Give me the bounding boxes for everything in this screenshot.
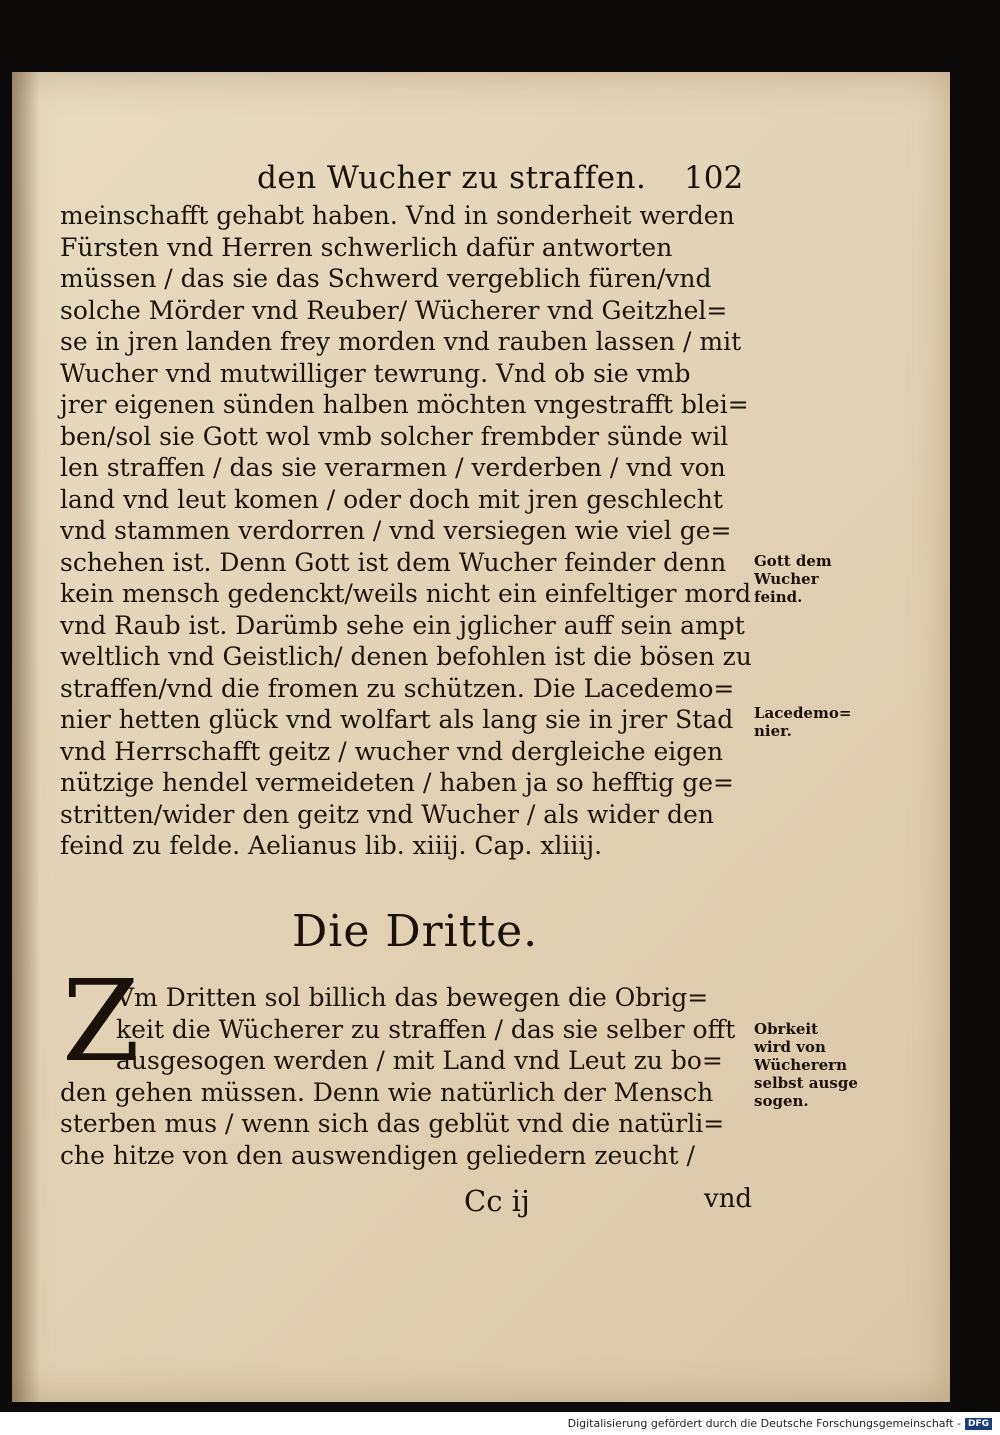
text-line: feind zu felde. Aelianus lib. xiiij. Cap. xliiij. — [60, 831, 603, 860]
body-text-paragraph-1 — [60, 200, 760, 862]
drop-capital: Z — [62, 957, 140, 1087]
catchword: vnd — [704, 1184, 753, 1214]
text-line: ben/sol sie Gott wol vmb solcher frembder sünde wil — [60, 421, 729, 451]
text-line: vnd stammen verdorren / vnd versiegen wie viel ge= — [60, 516, 732, 545]
text-line: vnd Herrschafft geitz / wucher vnd dergleiche eigen — [60, 736, 724, 766]
text-line: weltlich vnd Geistlich/ denen befohlen ist die bösen zu — [60, 642, 752, 671]
text-line: schehen ist. Denn Gott ist dem Wucher feinder denn — [60, 547, 727, 577]
marginal-note-lacedemonier: Lacedemo= nier. — [754, 704, 852, 740]
text-line: meinschafft gehabt haben. Vnd in sonderheit werden — [60, 201, 735, 230]
section-heading: Die Dritte. — [292, 906, 539, 957]
text-line: kein mensch gedenckt/weils nicht ein einfeltiger mord — [60, 579, 752, 608]
credit-text: Digitalisierung gefördert durch die Deutsche Forschungsgemeinschaft - — [567, 1417, 961, 1430]
dfg-logo: DFG — [965, 1418, 992, 1430]
text-line: se in jren landen frey morden vnd rauben lassen / mit — [60, 327, 742, 356]
page-header — [12, 160, 950, 200]
text-line: stritten/wider den geitz vnd Wucher / als wider den — [60, 799, 714, 829]
text-line: che hitze von den auswendigen geliedern zeucht / — [60, 1140, 695, 1170]
text-line: ausgesogen werden / mit Land vnd Leut zu bo= — [116, 1046, 723, 1075]
text-line: keit die Wücherer zu straffen / das sie selber offt — [116, 1014, 736, 1044]
text-line: len straffen / das sie verarmen / verderben / vnd von — [60, 453, 726, 482]
text-line: nier hetten glück vnd wolfart als lang sie in jrer Stad — [60, 705, 734, 734]
signature-mark: Cc ij — [464, 1184, 530, 1218]
text-line: den gehen müssen. Denn wie natürlich der Mensch — [60, 1077, 714, 1107]
running-head: den Wucher zu straffen. — [257, 160, 647, 196]
text-line: straffen/vnd die fromen zu schützen. Die Lacedemo= — [60, 673, 735, 703]
text-line: nützige hendel vermeideten / haben ja so hefftig ge= — [60, 768, 734, 797]
text-line: solche Mörder vnd Reuber/ Wücherer vnd Geitzhel= — [60, 295, 728, 325]
text-line: müssen / das sie das Schwerd vergeblich füren/vnd — [60, 264, 712, 293]
book-page — [12, 72, 950, 1402]
text-line: vnd Raub ist. Darümb sehe ein jglicher auff sein ampt — [60, 610, 745, 640]
marginal-note-gott: Gott dem Wucher feind. — [754, 552, 832, 606]
text-line: Wucher vnd mutwilliger tewrung. Vnd ob sie vmb — [60, 358, 691, 388]
body-text-paragraph-2 — [60, 982, 760, 1171]
text-line: jrer eigenen sünden halben möchten vngestrafft blei= — [60, 390, 749, 419]
digitization-credit — [568, 1417, 992, 1430]
text-line: land vnd leut komen / oder doch mit jren geschlecht — [60, 484, 723, 514]
text-line: sterben mus / wenn sich das geblüt vnd die natürli= — [60, 1109, 725, 1138]
page-number: 102 — [684, 160, 744, 196]
marginal-note-obrkeit: Obrkeit wird von Wücherern selbst ausge sogen. — [754, 1020, 858, 1110]
text-line: Vm Dritten sol billich das bewegen die Obrig= — [116, 983, 709, 1012]
text-line: Fürsten vnd Herren schwerlich dafür antworten — [60, 232, 673, 262]
